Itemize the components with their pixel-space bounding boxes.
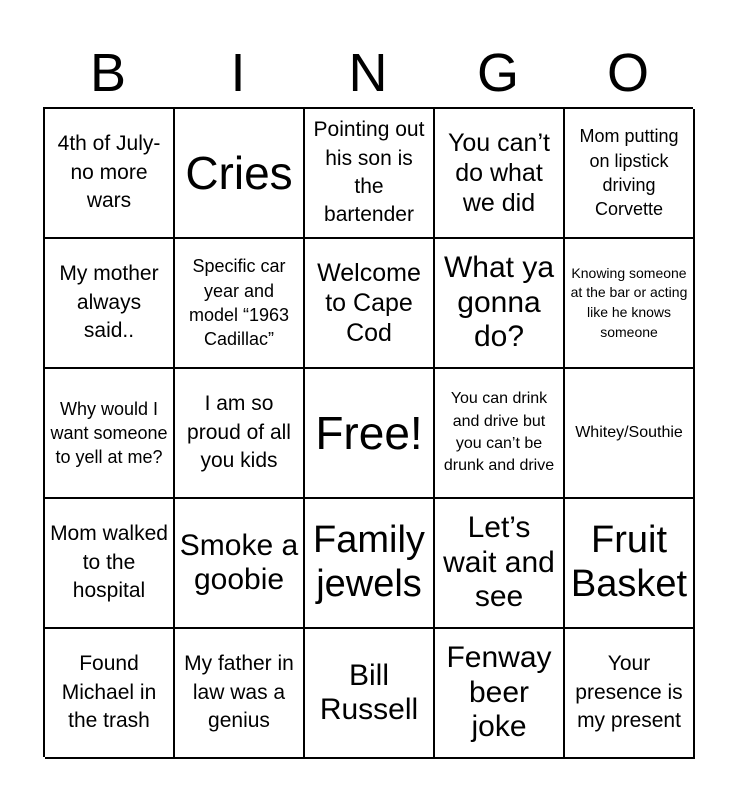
bingo-cell-r4-c2[interactable] [175,499,305,629]
cell-text: Pointing out his son is the bartender [313,118,425,227]
bingo-cell-r5-c1[interactable] [45,629,175,759]
cell-text: Why would I want someone to yell at me? [50,398,168,468]
bingo-cell-r4-c1[interactable] [45,499,175,629]
header-letter-o: O [606,43,649,103]
header-letter-n: N [348,43,388,103]
bingo-cell-r2-c2[interactable] [175,239,305,369]
bingo-cell-r3-c1[interactable] [45,369,175,499]
cell-text: Found Michael in the trash [61,652,157,733]
bingo-cell-r1-c4[interactable] [435,109,565,239]
cell-text: Welcome to Cape Cod [317,259,421,347]
cell-text: Bill Russell [319,658,419,726]
cell-text: Mom walked to the hospital [50,522,168,603]
cell-text: Family jewels [313,519,425,605]
bingo-cell-r5-c3[interactable] [305,629,435,759]
bingo-cell-r5-c4[interactable] [435,629,565,759]
cell-text: Fenway beer joke [446,641,552,744]
cell-text: You can’t do what we did [448,129,550,217]
header-letter-g: G [476,43,519,103]
cell-text: Mom putting on lipstick driving Corvette [579,126,679,220]
cell-text: Your presence is my present [575,652,683,733]
bingo-cell-r1-c1[interactable] [45,109,175,239]
bingo-cell-r1-c2[interactable] [175,109,305,239]
bingo-cell-r3-c2[interactable] [175,369,305,499]
cell-text: Let’s wait and see [443,511,555,614]
bingo-cell-r2-c3[interactable] [305,239,435,369]
free-space-text: Free! [315,406,423,459]
bingo-cell-r4-c4[interactable] [435,499,565,629]
cell-text: Fruit Basket [570,519,688,605]
cell-text: Cries [185,146,293,199]
bingo-board [43,107,693,757]
bingo-cell-r3-c4[interactable] [435,369,565,499]
bingo-cell-r1-c5[interactable] [565,109,695,239]
bingo-cell-r2-c4[interactable] [435,239,565,369]
cell-text: 4th of July- no more wars [57,132,161,213]
cell-text: I am so proud of all you kids [187,392,291,473]
cell-text: My mother always said.. [59,262,159,343]
bingo-cell-r4-c3[interactable] [305,499,435,629]
cell-text: Whitey/Southie [575,423,683,441]
header-letter-i: I [230,43,246,103]
bingo-cell-r4-c5[interactable] [565,499,695,629]
bingo-cell-r3-c5[interactable] [565,369,695,499]
bingo-cell-r1-c3[interactable] [305,109,435,239]
cell-text: Smoke a goobie [179,528,299,596]
bingo-cell-r5-c5[interactable] [565,629,695,759]
cell-text: Specific car year and model “1963 Cadillac” [188,256,290,350]
cell-text: What ya gonna do? [443,251,555,354]
bingo-cell-r3-c3-free-space[interactable] [305,369,435,499]
cell-text: My father in law was a genius [184,652,294,733]
bingo-header [43,40,693,106]
bingo-cell-r2-c1[interactable] [45,239,175,369]
bingo-cell-r5-c2[interactable] [175,629,305,759]
cell-text: You can drink and drive but you can’t be drunk and drive [443,390,555,475]
bingo-cell-r2-c5[interactable] [565,239,695,369]
cell-text: Knowing someone at the bar or acting like he knows someone [570,264,688,340]
header-letter-b: B [89,43,127,103]
